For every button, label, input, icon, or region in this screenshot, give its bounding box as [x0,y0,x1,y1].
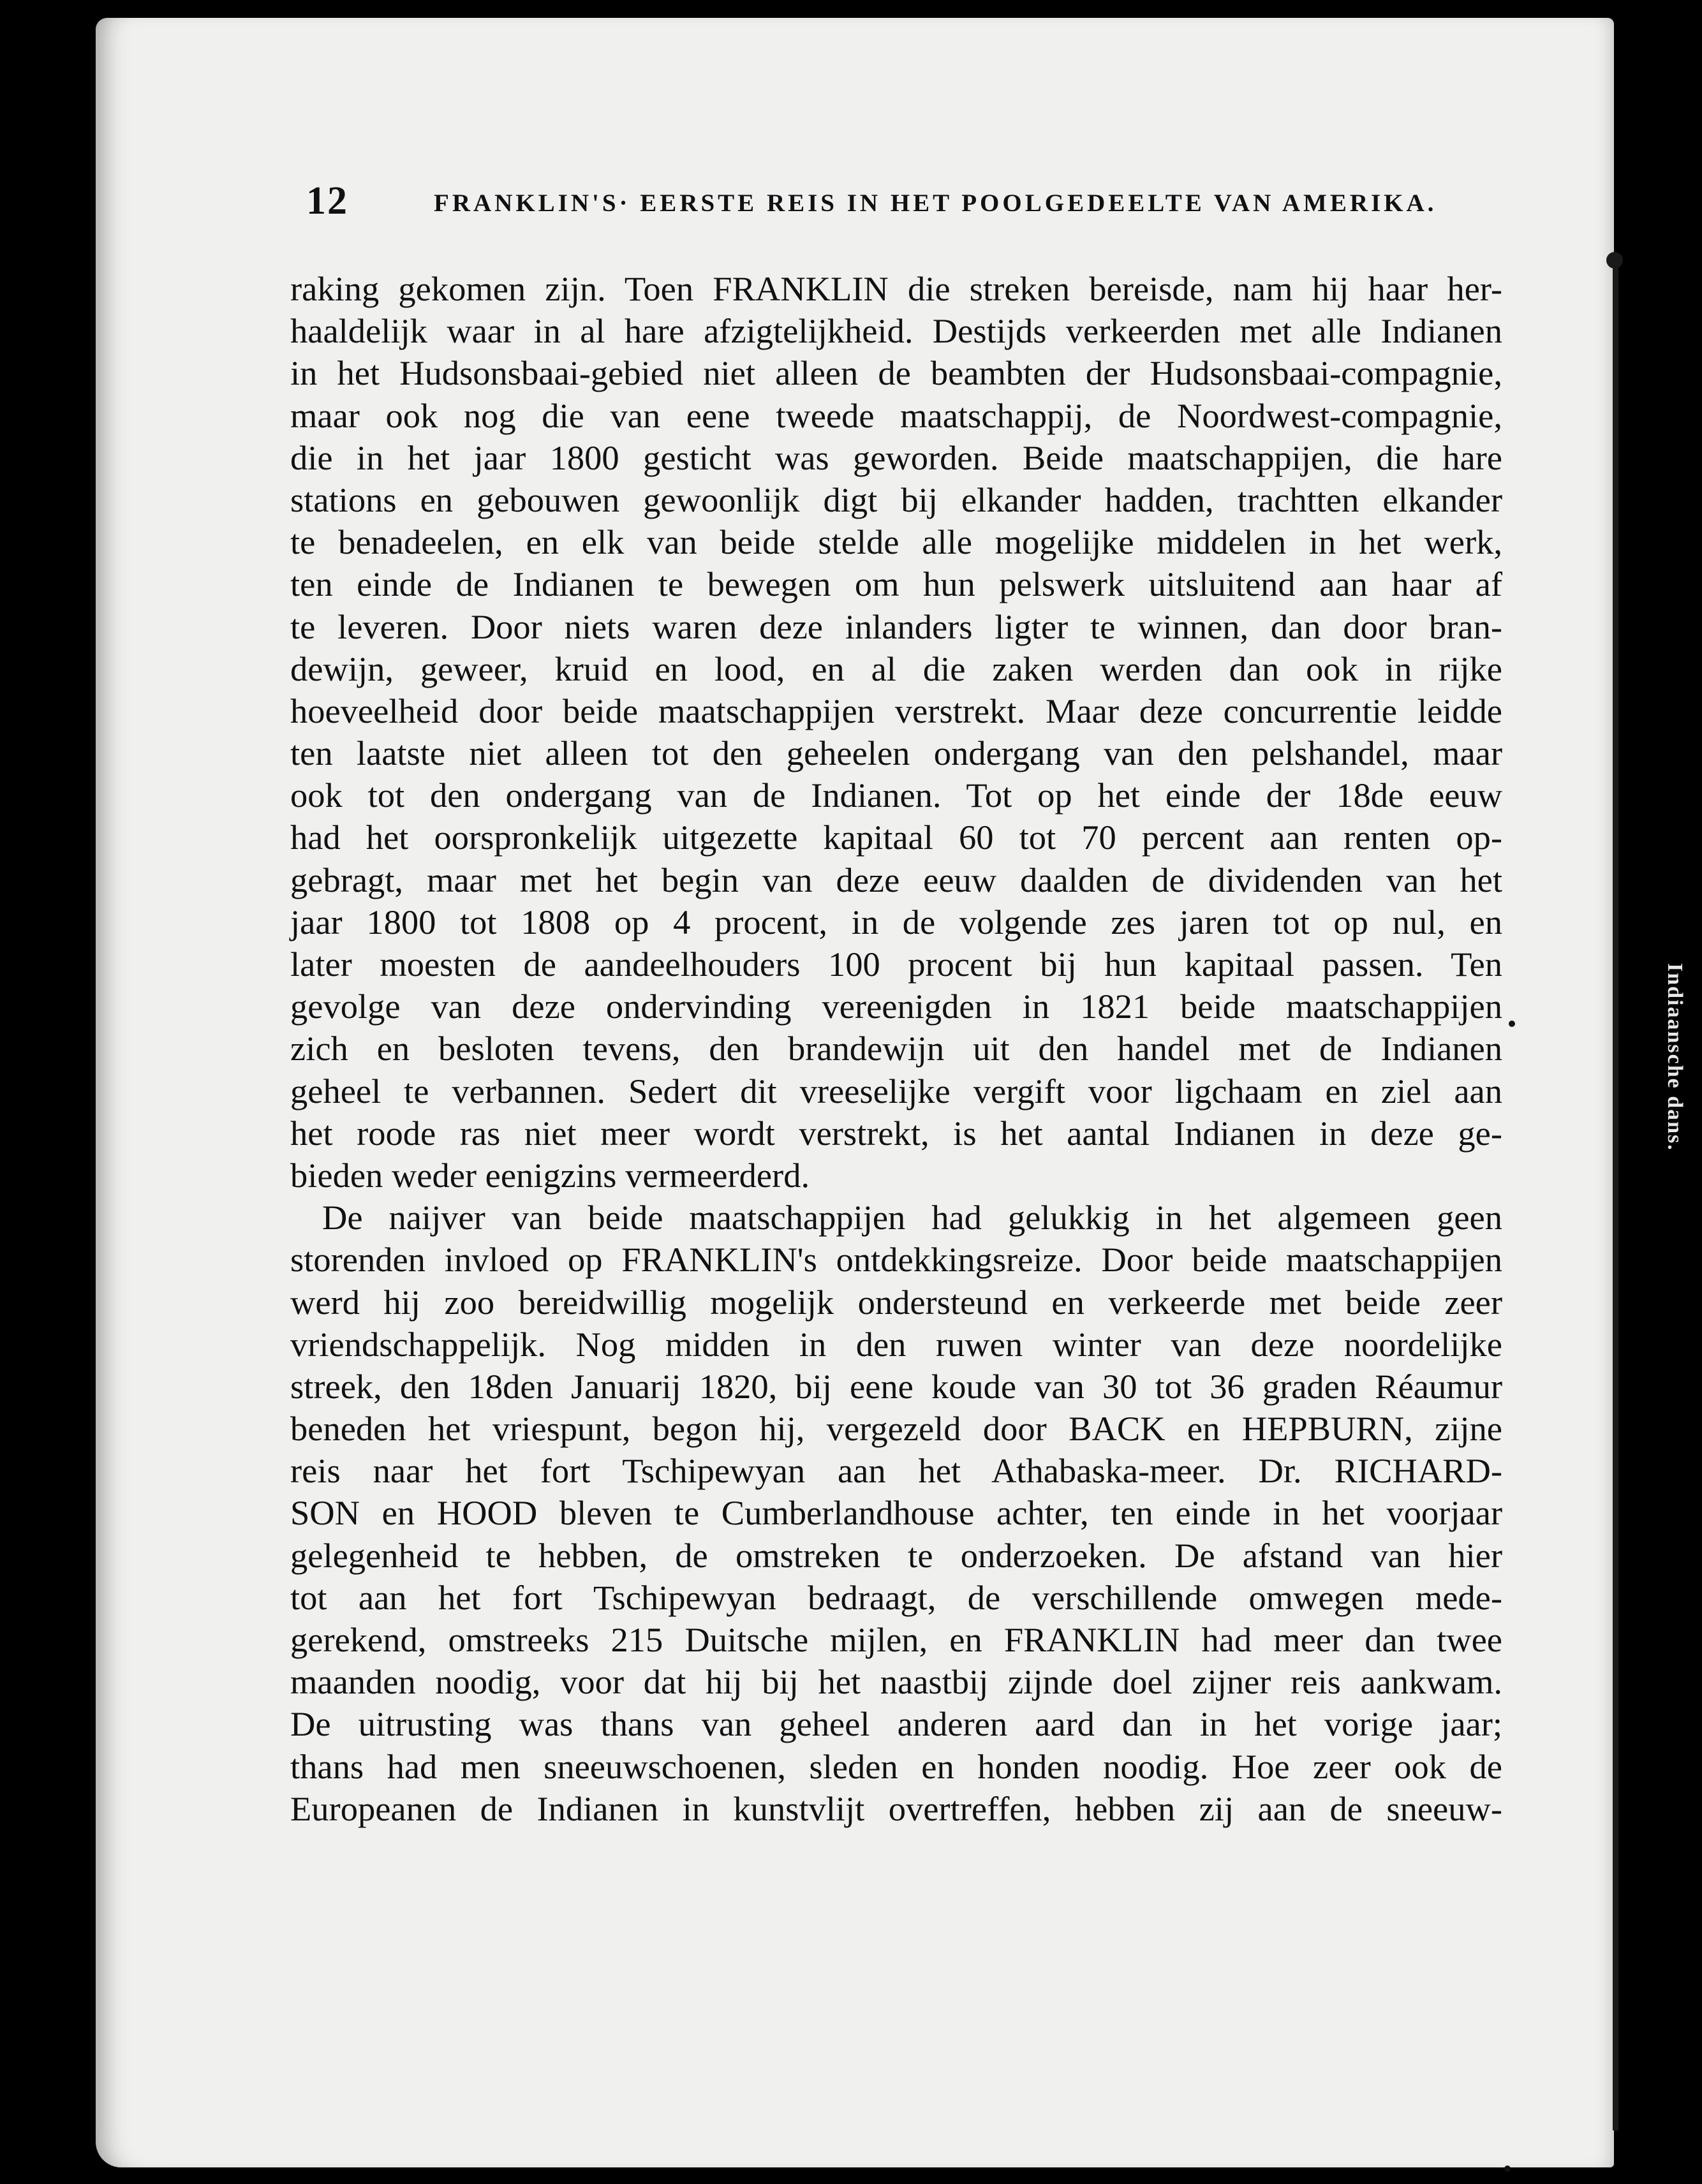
text-line: gelegenheid te hebben, de omstreken te onderzoeken. De afstand van hier [290,1535,1502,1575]
text-line: tot aan het fort Tschipewyan bedraagt, de verschillende omwegen mede- [290,1577,1502,1617]
text-line: Europeanen de Indianen in kunstvlijt overtreffen, hebben zij aan de sneeuw- [290,1789,1502,1828]
text-line: gebragt, maar met het begin van deze eeuw daalden de dividenden van het [290,860,1502,899]
text-line: die in het jaar 1800 gesticht was geworden. Beide maatschappijen, die hare [290,438,1502,477]
text-line: ten einde de Indianen te bewegen om hun pelswerk uitsluitend aan haar af [290,564,1502,604]
text-line: vriendschappelijk. Nog midden in den ruwen winter van deze noordelijke [290,1324,1502,1364]
text-line: werd hij zoo bereidwillig mogelijk ondersteund en verkeerde met beide zeer [290,1282,1502,1322]
text-line: het roode ras niet meer wordt verstrekt, is het aantal Indianen in deze ge- [290,1113,1502,1153]
text-line: ook tot den ondergang van de Indianen. Tot op het einde der 18de eeuw [290,776,1502,815]
page-header [306,179,1437,236]
text-line: De naijver van beide maatschappijen had gelukkig in het algemeen geen [322,1198,1502,1237]
text-line: hoeveelheid door beide maatschappijen verstrekt. Maar deze concurrentie leidde [290,691,1502,730]
speck-mark [1504,2166,1511,2172]
text-line: maanden noodig, voor dat hij bij het naastbij zijnde doel zijner reis aankwam. [290,1662,1502,1702]
text-line: reis naar het fort Tschipewyan aan het Athabaska-meer. Dr. RICHARD- [290,1451,1502,1491]
running-title: FRANKLIN'S· EERSTE REIS IN HET POOLGEDEELTE VAN AMERIKA. [434,189,1437,217]
text-line: haaldelijk waar in al hare afzigtelijkheid. Destijds verkeerden met alle Indianen [290,311,1502,351]
text-line: in het Hudsonsbaai-gebied niet alleen de beambten der Hudsonsbaai-compagnie, [290,353,1502,393]
speck-mark [1509,1021,1515,1027]
text-line: stations en gebouwen gewoonlijk digt bij elkander hadden, trachtten elkander [290,480,1502,519]
text-line: De uitrusting was thans van geheel anderen aard dan in het vorige jaar; [290,1704,1502,1744]
text-line: streek, den 18den Januarij 1820, bij eene koude van 30 tot 36 graden Réaumur [290,1366,1502,1406]
text-line: gevolge van deze ondervinding vereenigden in 1821 beide maatschappijen [290,987,1502,1026]
body-text [290,268,1502,1830]
text-line: gerekend, omstreeks 215 Duitsche mijlen, en FRANKLIN had meer dan twee [290,1620,1502,1659]
text-line: dewijn, geweer, kruid en lood, en al die zaken werden dan ook in rijke [290,649,1502,688]
text-line: geheel te verbannen. Sedert dit vreeselijke vergift voor ligchaam en ziel aan [290,1071,1502,1110]
text-line: ten laatste niet alleen tot den geheelen ondergang van den pelshandel, maar [290,734,1502,773]
text-line: raking gekomen zijn. Toen FRANKLIN die streken bereisde, nam hij haar her- [290,269,1502,308]
text-line: te benadeelen, en elk van beide stelde alle mogelijke middelen in het werk, [290,522,1502,562]
plate-rule [1613,255,1618,2130]
text-line: had het oorspronkelijk uitgezette kapitaal 60 tot 70 percent aan renten op- [290,818,1502,857]
text-line: bieden weder eenigzins vermeerderd. [290,1155,810,1195]
text-line: zich en besloten tevens, den brandewijn uit den handel met de Indianen [290,1029,1502,1068]
text-line: beneden het vriespunt, begon hij, vergezeld door BACK en HEPBURN, zijne [290,1409,1502,1449]
text-line: te leveren. Door niets waren deze inlanders ligter te winnen, dan door bran- [290,607,1502,646]
text-line: jaar 1800 tot 1808 op 4 procent, in de volgende zes jaren tot op nul, en [290,902,1502,941]
text-line: maar ook nog die van eene tweede maatschappij, de Noordwest-compagnie, [290,395,1502,435]
text-line: storenden invloed op FRANKLIN's ontdekkingsreize. Door beide maatschappijen [290,1240,1502,1280]
text-line: SON en HOOD bleven te Cumberlandhouse achter, ten einde in het voorjaar [290,1493,1502,1533]
text-line: thans had men sneeuwschoenen, sleden en honden noodig. Hoe zeer ook de [290,1746,1502,1786]
page-number: 12 [306,179,348,223]
side-caption: Indiaansche dans. [1663,963,1687,1151]
text-line: later moesten de aandeelhouders 100 procent bij hun kapitaal passen. Ten [290,945,1502,984]
